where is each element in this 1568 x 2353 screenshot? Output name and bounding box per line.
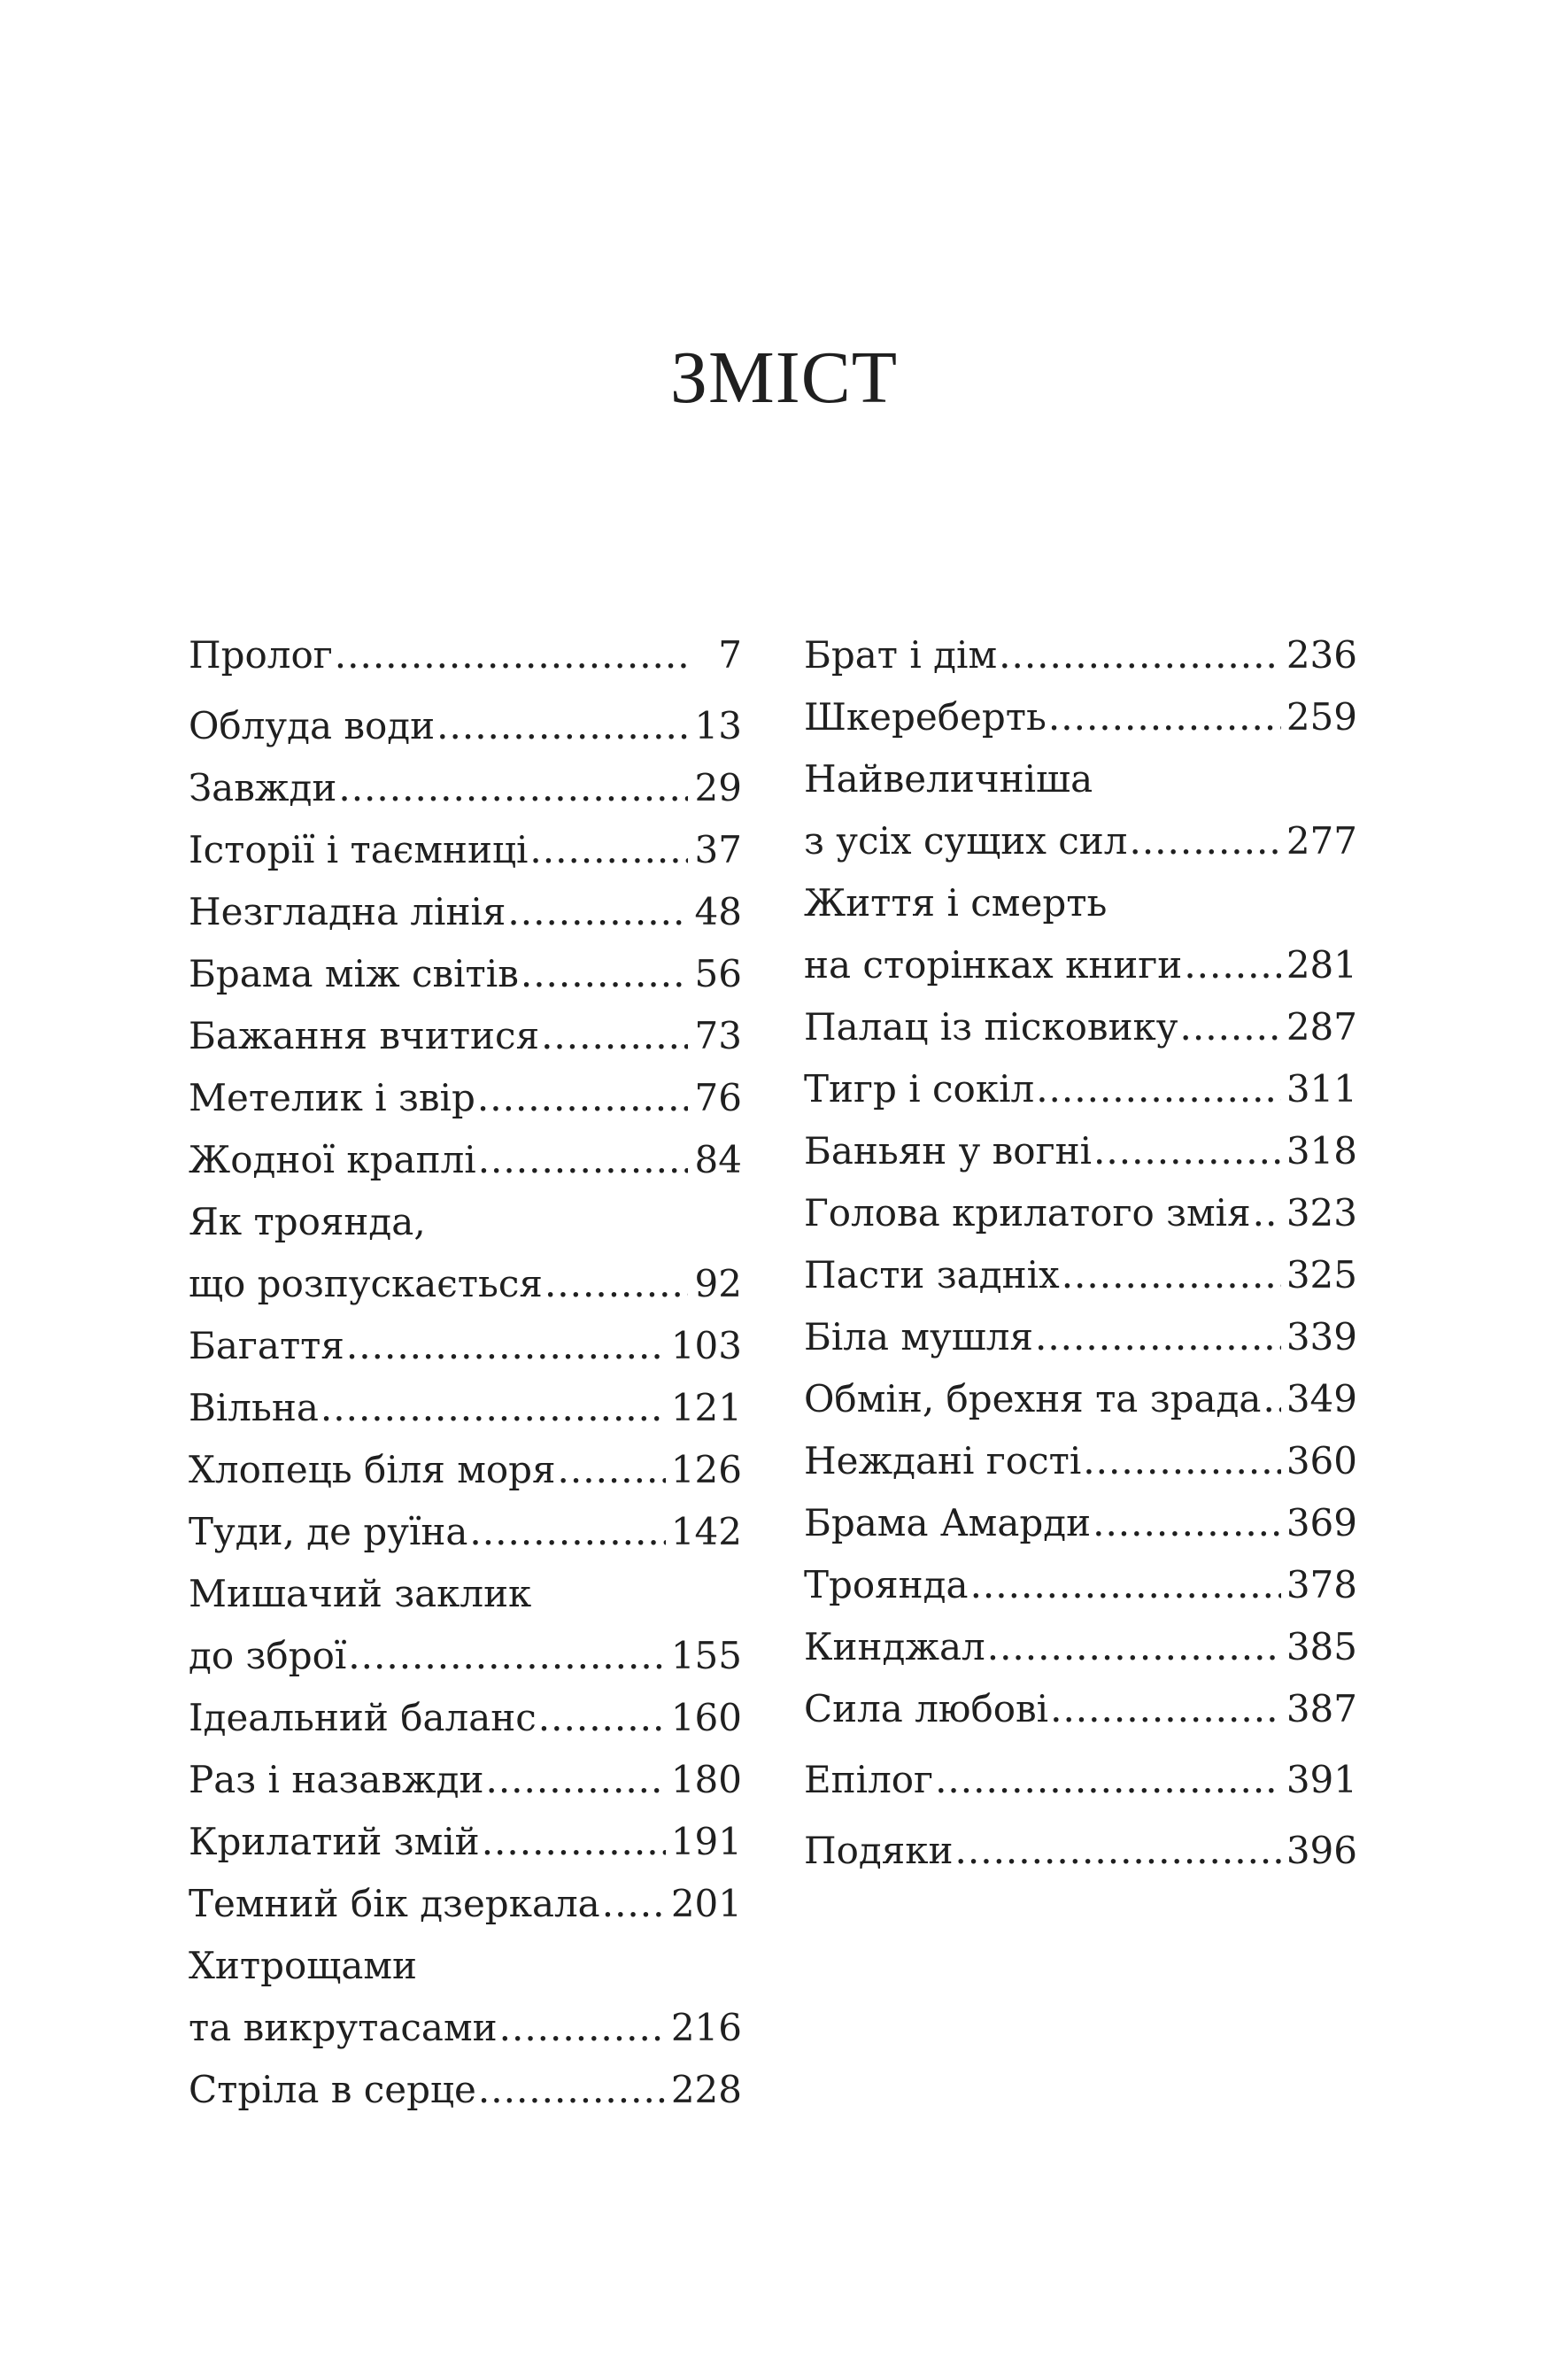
toc-entry-title: Раз і назавжди — [189, 1758, 484, 1801]
leader-dots — [955, 1820, 1281, 1882]
toc-entry-page: 121 — [670, 1386, 742, 1429]
toc-entry-page: 191 — [670, 1820, 742, 1863]
toc-entry[interactable] — [804, 1244, 1357, 1306]
toc-entry[interactable] — [189, 943, 742, 1005]
leader-dots — [999, 624, 1281, 686]
toc-entry-title: Стріла в серце — [189, 2068, 476, 2111]
leader-dots — [1062, 1244, 1281, 1306]
toc-entry-page: 56 — [694, 952, 742, 995]
toc-entry-title: до зброї — [189, 1634, 347, 1677]
leader-dots — [1180, 996, 1281, 1058]
toc-entry[interactable] — [189, 1067, 742, 1129]
toc-entry-title: Вільна — [189, 1386, 319, 1429]
page-title: ЗМІСТ — [669, 337, 899, 419]
leader-dots — [321, 1377, 666, 1439]
toc-entry[interactable] — [189, 881, 742, 943]
toc-entry-title: Неждані гості — [804, 1439, 1082, 1482]
leader-dots — [521, 943, 688, 1005]
toc-entry[interactable] — [189, 695, 742, 757]
toc-entry-title: Темний бік дзеркала — [189, 1882, 600, 1925]
toc-entry-page: 155 — [670, 1634, 742, 1677]
leader-dots — [538, 1687, 666, 1749]
toc-entry-title: Брат і дім — [804, 633, 998, 677]
toc-entry-title: Метелик і звір — [189, 1076, 475, 1119]
toc-entry-title-line1: Життя і смерть — [804, 881, 1108, 925]
leader-dots — [1129, 810, 1280, 872]
leader-dots — [485, 1749, 665, 1811]
toc-entry[interactable] — [189, 1563, 742, 1687]
toc-column-right — [804, 624, 1357, 1882]
toc-entry[interactable] — [804, 1616, 1357, 1678]
toc-entry-page: 236 — [1286, 633, 1357, 677]
toc-entry-title: Шкереберть — [804, 695, 1047, 739]
toc-entry-title: Багаття — [189, 1324, 344, 1367]
toc-entry[interactable] — [189, 1749, 742, 1811]
toc-entry-title: Бажання вчитися — [189, 1014, 540, 1057]
leader-dots — [346, 1315, 666, 1377]
toc-entry[interactable] — [804, 1306, 1357, 1368]
toc-entry-page: 103 — [670, 1324, 742, 1367]
toc-entry[interactable] — [189, 1191, 742, 1315]
toc-entry-title: Біла мушля — [804, 1315, 1033, 1358]
toc-entry-title: Незгладна лінія — [189, 890, 506, 933]
leader-dots — [970, 1554, 1281, 1616]
toc-entry-page: 84 — [694, 1138, 742, 1181]
toc-entry-title: Брама Амарди — [804, 1501, 1092, 1544]
leader-dots — [602, 1873, 666, 1935]
leader-dots — [1083, 1430, 1281, 1492]
toc-entry-title: Троянда — [804, 1563, 969, 1606]
toc-entry-title: Сила любові — [804, 1687, 1049, 1730]
toc-entry-page: 369 — [1286, 1501, 1357, 1544]
toc-entry[interactable] — [804, 1749, 1357, 1811]
toc-entry[interactable] — [189, 2059, 742, 2121]
toc-entry[interactable] — [189, 1129, 742, 1191]
toc-entry[interactable] — [804, 1678, 1357, 1740]
toc-entry[interactable] — [804, 996, 1357, 1058]
toc-entry[interactable] — [189, 1501, 742, 1563]
toc-entry-title: Обмін, брехня та зрада — [804, 1377, 1262, 1420]
toc-entry-page: 7 — [718, 633, 742, 677]
toc-entry-page: 396 — [1286, 1829, 1357, 1872]
toc-entry[interactable] — [189, 1687, 742, 1749]
leader-dots — [478, 2059, 666, 2121]
toc-entry-title-line1: Як троянда, — [189, 1200, 426, 1243]
toc-entry-page: 126 — [670, 1448, 742, 1491]
toc-entry-title: Хлопець біля моря — [189, 1448, 556, 1491]
toc-entry-page: 37 — [694, 828, 742, 871]
toc-entry[interactable] — [189, 1439, 742, 1501]
toc-entry-title-line1: Хитрощами — [189, 1944, 418, 1987]
leader-dots — [541, 1005, 688, 1067]
toc-entry-title: на сторінках книги — [804, 943, 1183, 987]
toc-entry-title: Пролог — [189, 633, 333, 677]
leader-dots — [499, 1997, 666, 2059]
leader-dots — [469, 1501, 665, 1563]
leader-dots — [1093, 1492, 1281, 1554]
toc-entry-page: 228 — [670, 2068, 742, 2111]
toc-entry[interactable] — [804, 686, 1357, 748]
toc-column-left — [189, 624, 742, 2121]
toc-entry-title: Крилатий змій — [189, 1820, 480, 1863]
toc-entry-page: 387 — [1286, 1687, 1357, 1730]
toc-entry-title: Завжди — [189, 766, 337, 809]
toc-entry-page: 318 — [1286, 1129, 1357, 1173]
leader-dots — [482, 1811, 666, 1873]
toc-entry-title: Тигр і сокіл — [804, 1067, 1035, 1111]
toc-entry-page: 13 — [694, 704, 742, 747]
leader-dots — [477, 1067, 688, 1129]
toc-entry-title: з усіх сущих сил — [804, 819, 1128, 863]
toc-entry[interactable] — [804, 624, 1357, 686]
toc-entry-page: 287 — [1286, 1005, 1357, 1049]
leader-dots — [1048, 686, 1281, 748]
leader-dots — [1093, 1120, 1281, 1182]
toc-entry-title: Баньян у вогні — [804, 1129, 1093, 1173]
leader-dots — [1050, 1678, 1281, 1740]
toc-entry-page: 311 — [1286, 1067, 1357, 1111]
toc-entry-title: Ідеальний баланс — [189, 1696, 537, 1739]
toc-entry[interactable] — [189, 1005, 742, 1067]
toc-entry-page: 76 — [694, 1076, 742, 1119]
toc-entry-title: Жодної краплі — [189, 1138, 476, 1181]
toc-entry-page: 378 — [1286, 1563, 1357, 1606]
toc-entry[interactable] — [189, 1315, 742, 1377]
toc-entry-page: 73 — [694, 1014, 742, 1057]
toc-entry[interactable] — [189, 757, 742, 819]
toc-entry-page: 349 — [1286, 1377, 1357, 1420]
leader-dots — [436, 695, 688, 757]
toc-entry[interactable] — [804, 872, 1357, 996]
leader-dots — [935, 1749, 1281, 1811]
toc-entry-page: 385 — [1286, 1625, 1357, 1668]
toc-entry[interactable] — [189, 1811, 742, 1873]
toc-entry-page: 360 — [1286, 1439, 1357, 1482]
toc-entry-page: 142 — [670, 1510, 742, 1553]
toc-entry-page: 391 — [1286, 1758, 1357, 1801]
toc-entry[interactable] — [189, 1873, 742, 1935]
leader-dots — [348, 1625, 666, 1687]
leader-dots — [1036, 1058, 1281, 1120]
toc-entry[interactable] — [804, 1058, 1357, 1120]
toc-entry-title: Облуда води — [189, 704, 436, 747]
toc-entry[interactable] — [804, 1554, 1357, 1616]
toc-entry-title: що розпускається — [189, 1262, 543, 1305]
toc-entry[interactable] — [804, 1182, 1357, 1244]
toc-entry-page: 277 — [1286, 819, 1357, 863]
toc-entry[interactable] — [804, 1430, 1357, 1492]
leader-dots — [558, 1439, 666, 1501]
toc-entry-title: Брама між світів — [189, 952, 519, 995]
leader-dots — [545, 1253, 688, 1315]
toc-entry-title: Подяки — [804, 1829, 954, 1872]
toc-entry-title: Історії і таємниці — [189, 828, 529, 871]
toc-entry[interactable] — [189, 819, 742, 881]
toc-entry-title: Кинджал — [804, 1625, 985, 1668]
toc-entry-page: 92 — [694, 1262, 742, 1305]
toc-entry-title: та викрутасами — [189, 2006, 498, 2049]
toc-entry-page: 323 — [1286, 1191, 1357, 1235]
toc-entry-title: Пасти задніх — [804, 1253, 1060, 1296]
toc-entry[interactable] — [189, 624, 742, 686]
toc-entry-title: Туди, де руїна — [189, 1510, 468, 1553]
toc-entry-page: 259 — [1286, 695, 1357, 739]
leader-dots — [478, 1129, 688, 1191]
toc-entry-title: Палац із пісковику — [804, 1005, 1178, 1049]
leader-dots — [529, 819, 688, 881]
toc-entry[interactable] — [804, 1120, 1357, 1182]
toc-entry[interactable] — [804, 1368, 1357, 1430]
toc-entry-page: 160 — [670, 1696, 742, 1739]
toc-entry[interactable] — [804, 1492, 1357, 1554]
toc-entry[interactable] — [804, 1820, 1357, 1882]
leader-dots — [335, 624, 688, 686]
toc-entry-page: 201 — [670, 1882, 742, 1925]
leader-dots — [1035, 1306, 1281, 1368]
toc-entry-title-line1: Мишачий заклик — [189, 1572, 532, 1615]
toc-entry-page: 281 — [1286, 943, 1357, 987]
toc-entry[interactable] — [804, 748, 1357, 872]
toc-entry[interactable] — [189, 1935, 742, 2059]
toc-entry-page: 48 — [694, 890, 742, 933]
leader-dots — [1263, 1368, 1280, 1430]
leader-dots — [1253, 1182, 1281, 1244]
toc-entry-page: 325 — [1286, 1253, 1357, 1296]
toc-entry-title: Голова крилатого змія — [804, 1191, 1251, 1235]
toc-entry-title-line1: Найвеличніша — [804, 757, 1093, 801]
toc-entry-title: Епілог — [804, 1758, 934, 1801]
leader-dots — [507, 881, 688, 943]
toc-entry-page: 339 — [1286, 1315, 1357, 1358]
toc-entry[interactable] — [189, 1377, 742, 1439]
toc-entry-page: 180 — [670, 1758, 742, 1801]
leader-dots — [338, 757, 688, 819]
leader-dots — [987, 1616, 1281, 1678]
toc-entry-page: 29 — [694, 766, 742, 809]
toc-entry-page: 216 — [670, 2006, 742, 2049]
leader-dots — [1184, 934, 1281, 996]
